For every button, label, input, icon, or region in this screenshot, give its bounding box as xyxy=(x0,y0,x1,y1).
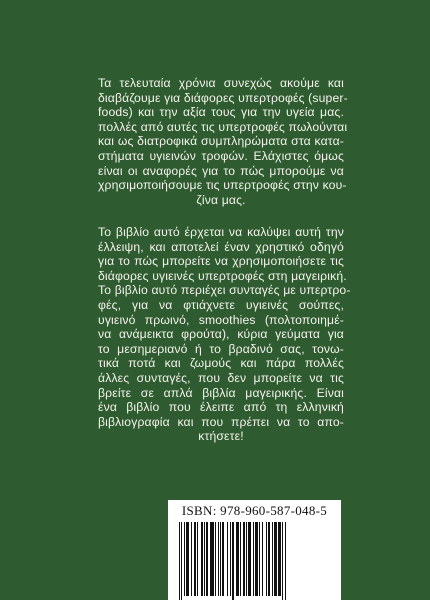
text-line: στήματα υγιεινών τροφών. Ελάχιστες όμως xyxy=(98,148,344,163)
text-line: Το βιβλίο αυτό περιέχει συνταγές με υπερτρο- xyxy=(98,283,351,298)
description-paragraph-2 xyxy=(98,225,351,444)
text-line: διάφορες υγιεινές υπερτροφές στη μαγειρική. xyxy=(98,268,347,283)
text-line: πολλές από αυτές τις υπερτροφές πωλούνται xyxy=(98,119,348,134)
text-line: φές, για να φτιάχνετε υγιεινές σούπες, xyxy=(98,297,344,312)
isbn-text: ISBN: 978-960-587-048-5 xyxy=(181,503,328,518)
text-line: έλλειψη, και αποτελεί έναν χρηστικό οδηγό xyxy=(98,239,344,254)
text-line: ένα βιβλίο που έλειπε από τη ελληνική xyxy=(98,400,344,415)
text-line: βρείτε σε απλά βιβλία μαγειρικής. Είναι xyxy=(98,385,344,400)
text-line: foods) και την αξία τους για την υγεία μας. xyxy=(98,105,344,120)
text-line: διαβάζουμε για διάφορες υπερτροφές (super- xyxy=(98,90,348,105)
text-line: τικά ποτά και ζωμούς και πάρα πολλές xyxy=(98,356,344,371)
text-line: Το βιβλίο αυτό έρχεται να καλύψει αυτή την xyxy=(98,225,344,239)
text-line: βιβλιογραφία και που πρέπει να το απο- xyxy=(98,414,344,429)
text-line: και ως διατροφικά συμπληρώματα στα κατα- xyxy=(98,134,344,149)
text-line: είναι οι αναφορές για το πώς μπορούμε να xyxy=(98,163,344,178)
text-line: το μεσημεριανό ή το βραδινό σας, τονω- xyxy=(98,341,344,356)
barcode-gap xyxy=(286,522,287,600)
text-line: υγιεινό πρωινό, smoothies (πολτοποιημέ- xyxy=(98,312,344,327)
text-line: χρησιμοποιήσουμε τις υπερτροφές στην κου- xyxy=(98,178,347,193)
text-line: ζίνα μας. xyxy=(196,192,246,207)
description-paragraph-1 xyxy=(98,76,348,207)
text-line: για το πώς μπορείτε να χρησιμοποιήσετε τις xyxy=(98,254,344,269)
text-line: Τα τελευταία χρόνια συνεχώς ακούμε και xyxy=(98,76,344,90)
barcode-label xyxy=(168,500,341,600)
text-line: κτήσετε! xyxy=(198,429,244,444)
barcode-bars xyxy=(179,522,329,600)
text-line: να ανάμεικτα φρούτα), κύρια γεύματα για xyxy=(98,327,344,342)
text-line: άλλες συνταγές, που δεν μπορείτε να τις xyxy=(98,370,344,385)
